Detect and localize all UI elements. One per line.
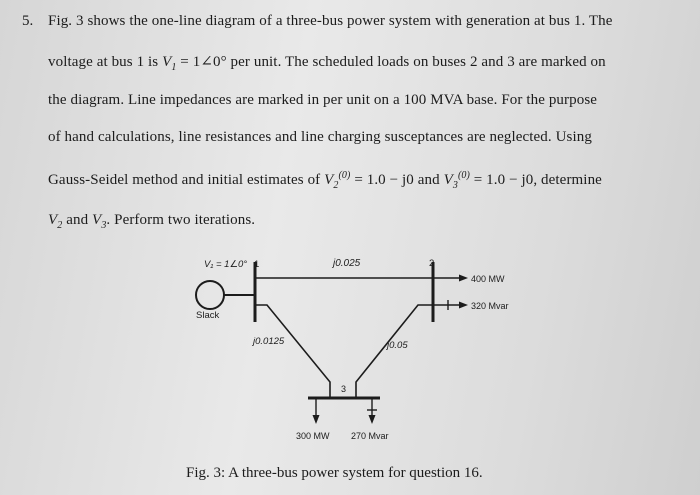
bus-1-label: 1 (254, 259, 260, 270)
v2-initial-symbol: $V_2^{(0)}$ (324, 170, 351, 191)
bus-3-q-load-label: 270 Mvar (351, 431, 389, 441)
bus-2-p-load-label: 400 MW (471, 274, 505, 284)
line6-text-b: . Perform two iterations. (106, 212, 256, 228)
slack-label: Slack (196, 310, 220, 321)
question-line-1: Fig. 3 shows the one-line diagram of a three-bus power system with generation at bus 1. The (48, 13, 613, 29)
line5-text-b: = 1.0 − j0 and (350, 172, 440, 188)
v1-symbol: $V_1$ (162, 54, 177, 73)
question-line-4: of hand calculations, line resistances and line charging susceptances are neglected. Using (48, 129, 592, 145)
z13-label: j0.0125 (253, 336, 285, 347)
question-number: 5. (22, 13, 34, 29)
question-line-3: the diagram. Line impedances are marked in per unit on a 100 MVA base. For the purpose (48, 92, 598, 108)
z12-label: j0.025 (333, 258, 361, 269)
bus-3-label: 3 (341, 384, 347, 394)
line-1-3 (255, 305, 330, 398)
line5-text-c: = 1.0 − j0, determine (469, 172, 602, 188)
v1-value: = 1∠0° (176, 54, 227, 70)
line6-text-a: and (62, 212, 89, 228)
generator-symbol (196, 281, 224, 309)
bus-2-label: 2 (429, 258, 435, 269)
z23-label: j0.05 (387, 340, 408, 351)
line2-text-a: voltage at bus 1 is (48, 54, 159, 70)
v3-symbol: $V_3$ (92, 212, 107, 231)
figure-caption: Fig. 3: A three-bus power system for question 16. (186, 465, 483, 481)
bus-1-voltage-label: V₁ = 1∠0° (204, 259, 248, 270)
line-2-3 (356, 305, 433, 398)
v3-initial-symbol: $V_3^{(0)}$ (443, 170, 470, 191)
line5-text-a: Gauss-Seidel method and initial estimates of (48, 172, 321, 188)
line2-text-b: per unit. The scheduled loads on buses 2 and 3 are marked on (226, 54, 606, 70)
bus-2-q-load-label: 320 Mvar (471, 301, 509, 311)
bus-3-p-load-label: 300 MW (296, 431, 330, 441)
v2-symbol: $V_2$ (48, 212, 63, 231)
